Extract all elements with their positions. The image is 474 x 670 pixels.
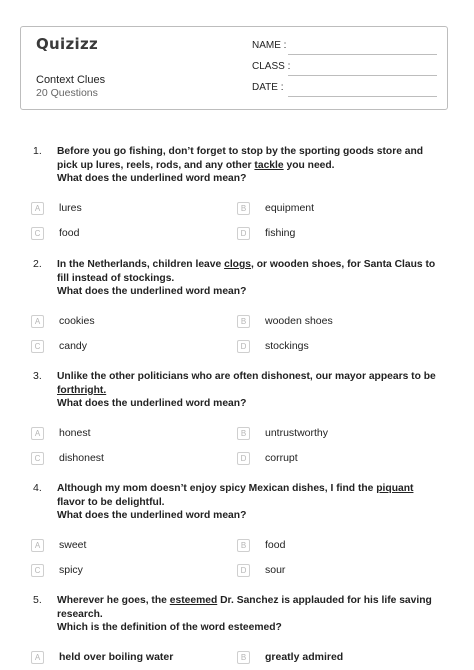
option-text: stockings	[265, 340, 309, 352]
answer-option-c[interactable]	[31, 452, 231, 466]
question-text-part: Unlike the other politicians who are often dishonest, our mayor appears to be	[57, 371, 436, 382]
option-letter-box[interactable]: D	[237, 227, 250, 240]
answer-option-d[interactable]	[237, 564, 437, 578]
answer-option-d[interactable]	[237, 227, 437, 241]
answer-option-a[interactable]	[31, 539, 231, 553]
question-count: 20 Questions	[36, 87, 98, 99]
option-text: spicy	[59, 564, 83, 576]
option-text: greatly admired	[265, 651, 344, 663]
option-letter-box[interactable]: D	[237, 452, 250, 465]
underlined-word: piquant	[376, 483, 414, 494]
class-line[interactable]	[288, 75, 437, 76]
option-letter-box[interactable]: B	[237, 539, 250, 552]
option-text: untrustworthy	[265, 427, 329, 439]
question-text-part: Although my mom doesn’t enjoy spicy Mexican dishes, I find the	[57, 483, 377, 494]
answer-option-a[interactable]	[31, 315, 231, 329]
option-text: wooden shoes	[265, 315, 333, 327]
answer-option-d[interactable]	[237, 340, 437, 354]
question-text-part: What does the underlined word mean?	[57, 173, 247, 184]
option-letter-box[interactable]: B	[237, 202, 250, 215]
option-text: sour	[265, 564, 286, 576]
question-text	[57, 370, 442, 411]
question-text-part: What does the underlined word mean?	[57, 398, 247, 409]
option-text: lures	[59, 202, 82, 214]
option-letter-box[interactable]: B	[237, 651, 250, 664]
answer-option-a[interactable]	[31, 651, 231, 665]
question-text-part: Which is the definition of the word esteemed?	[57, 622, 282, 633]
question-text	[57, 482, 442, 523]
underlined-word: clogs	[224, 259, 251, 270]
option-text: sweet	[59, 539, 87, 551]
question-text-part: flavor to be delightful.	[57, 496, 165, 508]
question-text-part: you need.	[283, 159, 335, 171]
option-letter-box[interactable]: A	[31, 651, 44, 664]
name-label: NAME :	[252, 40, 287, 51]
option-letter-box[interactable]: C	[31, 452, 44, 465]
question-text-part: What does the underlined word mean?	[57, 510, 247, 521]
question-text-part: What does the underlined word mean?	[57, 286, 247, 297]
question-number: 1.	[33, 145, 42, 157]
option-letter-box[interactable]: A	[31, 427, 44, 440]
question-text-part: Dr. Sanchez is applauded for his life saving research.	[57, 595, 432, 620]
option-letter-box[interactable]: C	[31, 227, 44, 240]
option-letter-box[interactable]: C	[31, 564, 44, 577]
option-letter-box[interactable]: B	[237, 315, 250, 328]
underlined-word: forthright.	[57, 384, 107, 396]
answer-option-a[interactable]	[31, 427, 231, 441]
question-text	[57, 594, 442, 635]
question-text	[57, 258, 442, 299]
answer-option-b[interactable]	[237, 202, 437, 216]
option-text: candy	[59, 340, 88, 352]
date-field[interactable]	[252, 82, 437, 96]
option-letter-box[interactable]: B	[237, 427, 250, 440]
question-text	[57, 145, 442, 186]
option-text: corrupt	[265, 452, 298, 464]
answer-option-b[interactable]	[237, 315, 437, 329]
name-line[interactable]	[288, 54, 437, 55]
answer-option-d[interactable]	[237, 452, 437, 466]
option-letter-box[interactable]: D	[237, 564, 250, 577]
option-text: honest	[59, 427, 91, 439]
date-line[interactable]	[288, 96, 437, 97]
answer-option-b[interactable]	[237, 427, 437, 441]
question-number: 3.	[33, 370, 42, 382]
option-letter-box[interactable]: A	[31, 202, 44, 215]
option-text: food	[265, 539, 286, 551]
question-number: 2.	[33, 258, 42, 270]
option-text: food	[59, 227, 80, 239]
option-letter-box[interactable]: A	[31, 315, 44, 328]
question-number: 4.	[33, 482, 42, 494]
option-letter-box[interactable]: D	[237, 340, 250, 353]
underlined-word: esteemed	[169, 595, 218, 606]
option-text: cookies	[59, 315, 95, 327]
option-text: held over boiling water	[59, 651, 174, 663]
class-field[interactable]	[252, 61, 437, 75]
answer-option-c[interactable]	[31, 227, 231, 241]
answer-option-b[interactable]	[237, 651, 437, 665]
option-letter-box[interactable]: C	[31, 340, 44, 353]
option-text: equipment	[265, 202, 315, 214]
question-text-part: Before you go fishing, don’t forget to stop by the sporting goods store and pick up lures, reels, rods, and any other	[57, 146, 424, 171]
class-label: CLASS :	[252, 61, 291, 72]
answer-option-a[interactable]	[31, 202, 231, 216]
answer-option-b[interactable]	[237, 539, 437, 553]
option-text: dishonest	[59, 452, 104, 464]
question-text-part: , or wooden shoes, for Santa Claus to fill instead of stockings.	[57, 259, 436, 284]
underlined-word: tackle	[254, 159, 284, 171]
answer-option-c[interactable]	[31, 340, 231, 354]
worksheet-title: Context Clues	[36, 74, 106, 86]
question-number: 5.	[33, 594, 42, 606]
question-text-part: Wherever he goes, the	[57, 595, 170, 606]
date-label: DATE :	[252, 82, 284, 93]
option-text: fishing	[265, 227, 296, 239]
answer-option-c[interactable]	[31, 564, 231, 578]
question-text-part: In the Netherlands, children leave	[57, 259, 225, 270]
quizizz-logo: Quizizz	[36, 35, 99, 53]
worksheet-header	[20, 26, 448, 110]
name-field[interactable]	[252, 40, 437, 54]
option-letter-box[interactable]: A	[31, 539, 44, 552]
